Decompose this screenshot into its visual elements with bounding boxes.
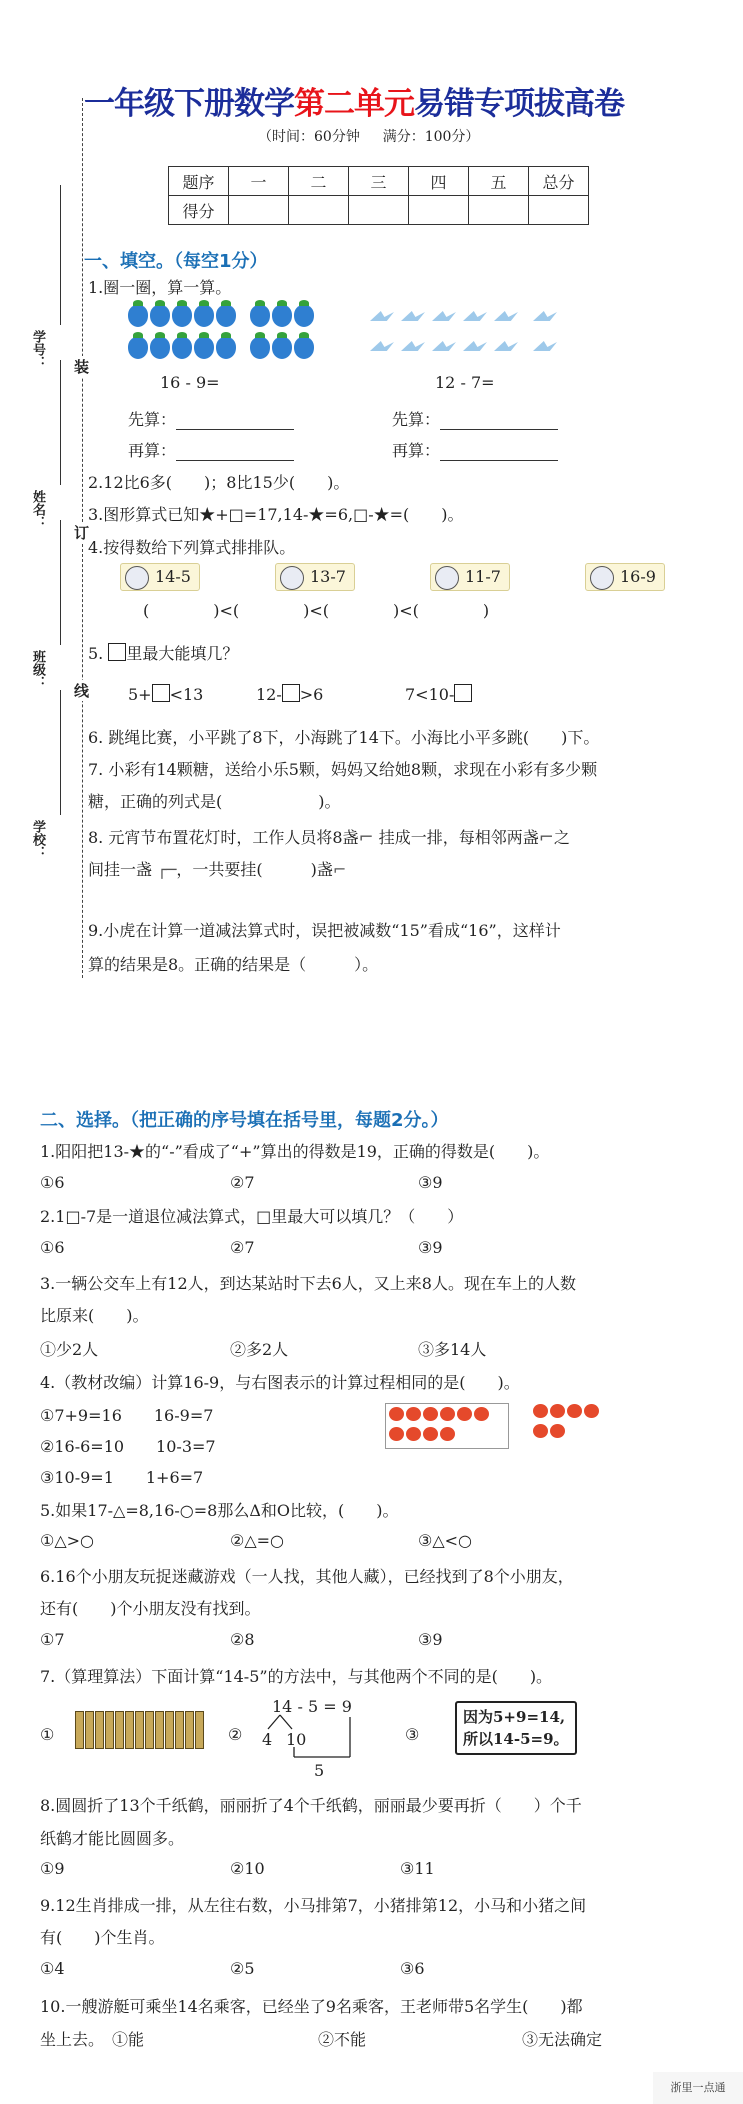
first-step-label: 先算：	[392, 410, 441, 429]
option[interactable]: ③无法确定	[522, 2030, 603, 2049]
question-2-3-line1: 3.一辆公交车上有12人，到达某站时下去6人，又上来8人。现在车上的人数	[40, 1274, 576, 1293]
strawberry-group	[128, 305, 328, 363]
question-1-7-line2: 糖，正确的列式是( )。	[88, 792, 341, 811]
paper-crane-icon	[399, 335, 429, 355]
option[interactable]: ③9	[418, 1173, 443, 1192]
score-table	[168, 166, 589, 225]
question-1-1: 1.圈一圈，算一算。	[88, 278, 232, 297]
strawberry-icon	[250, 337, 270, 359]
question-2-5: 5.如果17-△=8,16-○=8那么Δ和O比较，( )。	[40, 1501, 399, 1520]
lantern-icon: ⌐	[358, 827, 374, 848]
strawberry-icon	[194, 305, 214, 327]
option[interactable]: ②5	[230, 1959, 255, 1978]
strawberry-icon	[150, 337, 170, 359]
stick-icon	[145, 1711, 154, 1749]
exam-info: （时间：60分钟 满分：100分）	[258, 129, 480, 145]
score-table-header	[169, 167, 589, 196]
apple-icon	[406, 1427, 421, 1441]
paper-crane-icon	[461, 305, 491, 325]
strawberry-icon	[216, 337, 236, 359]
apple-icon	[423, 1407, 438, 1421]
apple-icon	[533, 1424, 548, 1438]
q5-number: 5.	[88, 644, 104, 663]
section-1-heading: 一、填空。（每空1分）	[84, 251, 268, 272]
inequality-text: 12-	[256, 685, 282, 704]
stick-icon	[75, 1711, 84, 1749]
option[interactable]: ①4	[40, 1959, 65, 1978]
second-step-row-right	[392, 438, 558, 461]
paper-crane-icon	[461, 335, 491, 355]
question-1-4: 4.按得数给下列算式排排队。	[88, 538, 296, 557]
option[interactable]: ③9	[418, 1630, 443, 1649]
inequality-text: >6	[299, 685, 324, 704]
question-2-9-line2: 有( )个生肖。	[40, 1928, 165, 1947]
stick-icon	[115, 1711, 124, 1749]
question-2-9-line1: 9.12生肖排成一排，从左往右数，小马排第7，小猪排第12，小马和小猪之间	[40, 1896, 587, 1915]
inequality-1	[128, 684, 203, 704]
score-head-cell: 二	[289, 167, 349, 196]
paper-crane-icon	[368, 305, 398, 325]
title-part-1: 一年级下册数学	[84, 86, 294, 122]
option[interactable]: ①6	[40, 1238, 65, 1257]
strawberry-icon	[216, 305, 236, 327]
question-1-8-line1	[88, 825, 570, 848]
score-input-cell[interactable]	[529, 196, 589, 225]
question-1-5	[88, 641, 238, 664]
strawberry-icon	[272, 337, 292, 359]
option[interactable]: ②△=○	[230, 1531, 285, 1550]
stick-icon	[195, 1711, 204, 1749]
school-label: 学校：	[30, 820, 45, 859]
option[interactable]: ①6	[40, 1173, 65, 1192]
inequality-text: 7<10-	[405, 685, 455, 704]
expression-tag	[430, 563, 510, 591]
second-step-row-left	[128, 438, 294, 461]
page-title	[84, 78, 624, 123]
strawberry-icon	[194, 337, 214, 359]
question-1-3: 3.图形算式已知★+□=17,14-★=6,□-★=( )。	[88, 505, 464, 524]
page-2	[0, 1085, 743, 2104]
question-1-9-line1: 9.小虎在计算一道减法算式时，误把被减数“15”看成“16”，这样计	[88, 921, 561, 940]
stick-icon	[125, 1711, 134, 1749]
stick-icon	[105, 1711, 114, 1749]
score-input-cell[interactable]	[289, 196, 349, 225]
binding-mark-xian: 线	[74, 682, 90, 700]
option[interactable]: ①△>○	[40, 1531, 95, 1550]
paper-crane-icon	[531, 335, 561, 355]
apple-icon	[440, 1427, 455, 1441]
stick-icon	[155, 1711, 164, 1749]
score-head-cell: 总分	[529, 167, 589, 196]
apple-icon	[457, 1407, 472, 1421]
q8-text: 间挂一盏	[88, 860, 153, 879]
score-head-cell: 一	[229, 167, 289, 196]
apple-loose	[532, 1403, 610, 1443]
option[interactable]: ②多2人	[230, 1340, 289, 1359]
option[interactable]: ①7+9=16 16-9=7	[40, 1406, 214, 1425]
question-2-8-line1: 8.圆圆折了13个千纸鹤，丽丽折了4个千纸鹤，丽丽最少要再折（ ）个千	[40, 1796, 582, 1815]
option[interactable]: ①9	[40, 1859, 65, 1878]
q8-text: 挂成一排，每相邻两盏	[378, 828, 539, 847]
option[interactable]: ③△<○	[418, 1531, 473, 1550]
stick-icon	[175, 1711, 184, 1749]
option[interactable]: ③多14人	[418, 1340, 487, 1359]
stick-icon	[95, 1711, 104, 1749]
stick-icon	[135, 1711, 144, 1749]
binding-mark-zhuang: 装	[74, 358, 90, 376]
strawberry-icon	[150, 305, 170, 327]
question-2-2: 2.1□-7是一道退位减法算式，□里最大可以填几？（ ）	[40, 1207, 464, 1226]
first-step-row-right	[392, 407, 558, 430]
apple-icon	[474, 1407, 489, 1421]
score-head-cell: 四	[409, 167, 469, 196]
reasoning-line: 因为5+9=14,	[463, 1708, 566, 1726]
apple-icon	[406, 1407, 421, 1421]
option[interactable]: ①	[40, 1725, 55, 1744]
score-input-cell[interactable]	[349, 196, 409, 225]
puppy-icon	[125, 566, 149, 590]
paper-crane-icon	[430, 335, 460, 355]
option[interactable]: ②16-6=10 10-3=7	[40, 1437, 216, 1456]
strawberry-icon	[128, 305, 148, 327]
title-part-2: 第二单元	[294, 86, 414, 122]
strawberry-icon	[128, 337, 148, 359]
question-1-2: 2.12比6多( )；8比15少( )。	[88, 473, 350, 492]
strawberry-icon	[294, 337, 314, 359]
equation-16-9: 16 - 9=	[160, 373, 220, 392]
apple-icon	[389, 1427, 404, 1441]
empty-box-icon	[108, 643, 126, 661]
decomposition-tree	[258, 1697, 398, 1780]
question-1-9-line2: 算的结果是8。正确的结果是（ ）。	[88, 955, 379, 974]
watermark-footer: 浙里一点通	[653, 2072, 743, 2104]
equation-12-7: 12 - 7=	[435, 373, 495, 392]
q8-text: 8. 元宵节布置花灯时，工作人员将8盏	[88, 828, 359, 847]
flag-icon: ┌─	[157, 860, 177, 879]
option[interactable]: ③10-9=1 1+6=7	[40, 1468, 204, 1487]
question-2-3-line2: 比原来( )。	[40, 1306, 149, 1325]
strawberry-icon	[172, 305, 192, 327]
apple-icon	[389, 1407, 404, 1421]
apple-icon	[550, 1404, 565, 1418]
question-2-10-line1: 10.一艘游艇可乘坐14名乘客，已经坐了9名乘客，王老师带5名学生( )都	[40, 1997, 583, 2016]
expression-tag	[120, 563, 200, 591]
question-2-6-line1: 6.16个小朋友玩捉迷藏游戏（一人找，其他人藏），已经找到了8个小朋友，	[40, 1567, 574, 1586]
title-part-3: 易错专项拔高卷	[414, 86, 624, 122]
strawberry-icon	[250, 305, 270, 327]
tree-equation: 14 - 5 = 9	[272, 1697, 352, 1716]
question-2-8-line2: 纸鹤才能比圆圆多。	[40, 1829, 185, 1848]
answer-box[interactable]	[282, 684, 300, 702]
apple-icon	[423, 1427, 438, 1441]
tag-text: 14-5	[155, 567, 191, 586]
paper-crane-icon	[399, 305, 429, 325]
option[interactable]: ③6	[400, 1959, 425, 1978]
strawberry-icon	[294, 305, 314, 327]
apple-box	[385, 1403, 509, 1449]
q5-text: 里最大能填几？	[126, 644, 239, 663]
school-line[interactable]	[60, 690, 61, 815]
class-line[interactable]	[60, 520, 61, 645]
paper-crane-icon	[531, 305, 561, 325]
strawberry-icon	[172, 337, 192, 359]
expression-tag	[275, 563, 355, 591]
first-step-row-left	[128, 407, 294, 430]
inequality-text: 5+	[128, 685, 152, 704]
student-name-label: 姓名：	[30, 490, 45, 529]
student-name-line[interactable]	[60, 360, 61, 485]
inequality-2	[256, 684, 323, 704]
score-input-cell[interactable]	[229, 196, 289, 225]
q8-text: ，一共要挂( )盏	[176, 860, 333, 879]
tree-part: 4	[262, 1730, 273, 1749]
answer-box[interactable]	[152, 684, 170, 702]
tree-part: 10	[286, 1730, 307, 1749]
crane-group	[368, 305, 588, 359]
option[interactable]: ③	[405, 1725, 420, 1744]
counting-sticks	[75, 1711, 205, 1749]
apple-icon	[567, 1404, 582, 1418]
tag-text: 16-9	[620, 567, 656, 586]
option[interactable]: ②10	[230, 1859, 265, 1878]
tree-part: 5	[314, 1761, 325, 1780]
inequality-3	[405, 684, 472, 704]
paper-crane-icon	[368, 335, 398, 355]
answer-box[interactable]	[454, 684, 472, 702]
paper-crane-icon	[492, 305, 522, 325]
question-1-8-line2	[88, 857, 346, 880]
score-row-label: 得分	[169, 196, 229, 225]
option[interactable]: ③9	[418, 1238, 443, 1257]
page-1	[0, 0, 743, 985]
option[interactable]: ②7	[230, 1238, 255, 1257]
second-step-label: 再算：	[128, 441, 177, 460]
option[interactable]: ②8	[230, 1630, 255, 1649]
strawberry-icon	[272, 305, 292, 327]
puppy-icon	[435, 566, 459, 590]
inequality-text: <13	[169, 685, 204, 704]
binding-mark-ding: 订	[74, 524, 90, 542]
apple-icon	[550, 1424, 565, 1438]
ordering-blanks[interactable]: ( )<( )<( )<( )	[143, 601, 490, 620]
paper-crane-icon	[492, 335, 522, 355]
apple-icon	[533, 1404, 548, 1418]
question-2-1: 1.阳阳把13-★的“-”看成了“+”算出的得数是19，正确的得数是( )。	[40, 1142, 550, 1161]
option[interactable]: ②不能	[318, 2030, 367, 2049]
puppy-icon	[280, 566, 304, 590]
class-label: 班级：	[30, 650, 45, 689]
first-step-blank[interactable]	[176, 413, 294, 430]
score-head-cell: 题序	[169, 167, 229, 196]
option[interactable]: ②	[228, 1725, 243, 1744]
first-step-blank[interactable]	[440, 413, 558, 430]
reasoning-box	[455, 1701, 577, 1755]
section-2-heading: 二、选择。（把正确的序号填在括号里，每题2分。）	[40, 1110, 449, 1131]
option[interactable]: ②7	[230, 1173, 255, 1192]
score-head-cell: 五	[469, 167, 529, 196]
student-number-line[interactable]	[60, 185, 61, 325]
option[interactable]: ③11	[400, 1859, 435, 1878]
question-2-4: 4.（教材改编）计算16-9，与右图表示的计算过程相同的是( )。	[40, 1373, 520, 1392]
second-step-blank[interactable]	[176, 444, 294, 461]
student-number-label: 学号：	[30, 330, 45, 369]
question-2-6-line2: 还有( )个小朋友没有找到。	[40, 1599, 261, 1618]
q8-text: 之	[553, 828, 570, 847]
expression-tag	[585, 563, 665, 591]
question-1-6: 6. 跳绳比赛，小平跳了8下，小海跳了14下。小海比小平多跳( )下。	[88, 728, 600, 747]
score-head-cell: 三	[349, 167, 409, 196]
first-step-label: 先算：	[128, 410, 177, 429]
apple-picture	[385, 1403, 660, 1449]
option[interactable]: ①少2人	[40, 1340, 99, 1359]
apple-icon	[584, 1404, 599, 1418]
stick-icon	[185, 1711, 194, 1749]
score-input-cell[interactable]	[409, 196, 469, 225]
stick-icon	[85, 1711, 94, 1749]
reasoning-line: 所以14-5=9。	[463, 1730, 569, 1748]
second-step-label: 再算：	[392, 441, 441, 460]
question-2-7: 7.（算理算法）下面计算“14-5”的方法中，与其他两个不同的是( )。	[40, 1667, 553, 1686]
score-table-row	[169, 196, 589, 225]
stick-icon	[165, 1711, 174, 1749]
lantern-icon: ⌐	[538, 827, 554, 848]
option[interactable]: ①7	[40, 1630, 65, 1649]
tag-text: 13-7	[310, 567, 346, 586]
lantern-icon: ⌐	[332, 860, 347, 879]
question-2-10-line2: 坐上去。 ①能	[40, 2030, 145, 2049]
question-1-7-line1: 7. 小彩有14颗糖，送给小乐5颗，妈妈又给她8颗，求现在小彩有多少颗	[88, 760, 598, 779]
second-step-blank[interactable]	[440, 444, 558, 461]
paper-crane-icon	[430, 305, 460, 325]
apple-icon	[440, 1407, 455, 1421]
score-input-cell[interactable]	[469, 196, 529, 225]
tag-text: 11-7	[465, 567, 501, 586]
puppy-icon	[590, 566, 614, 590]
